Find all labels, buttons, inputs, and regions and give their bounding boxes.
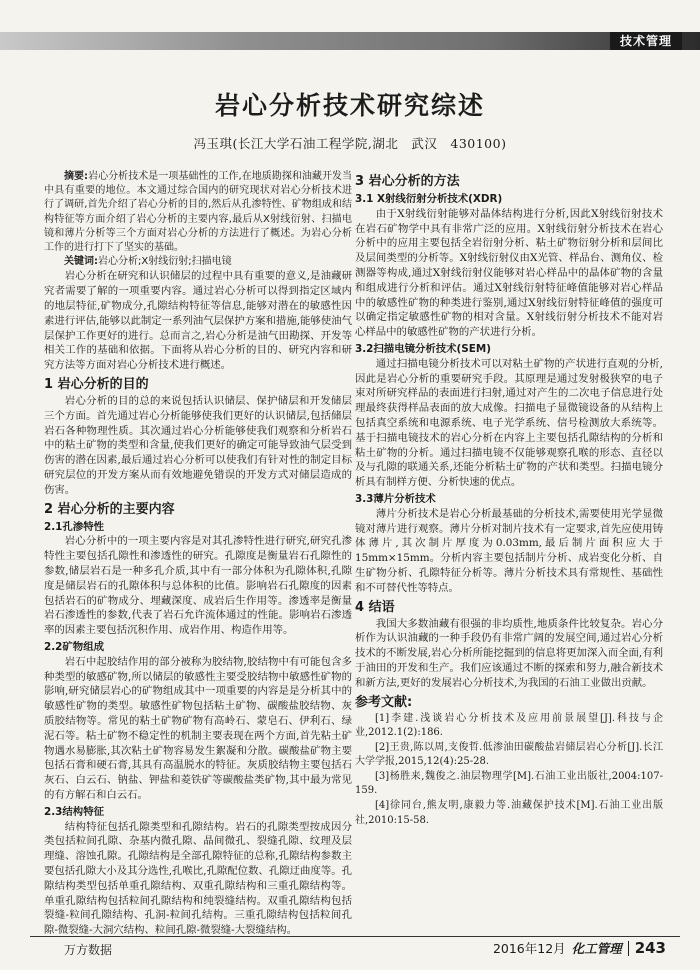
right-column — [355, 170, 663, 828]
journal-name: 化工管理 — [571, 941, 622, 956]
section-2-1-body: 岩心分析中的一项主要内容是对其孔渗特性进行研究,研究孔渗特性主要包括孔隙性和渗透性的研究。孔隙度是衡量岩石孔隙性的参数,储层岩石是一种多孔介质,其中有一部分体积为孔隙体积,孔隙度是储层岩石的孔隙体积与总体积的比值。影响岩石孔隙度的因素包括岩石的矿物成分、埋藏深度、成岩后生作用等。渗透率是衡量岩石渗透性的参数,代表了岩石允许流体通过的性能。影响岩石渗透率的因素主要包括沉积作用、成岩作用、构造作用等。 — [44, 535, 352, 637]
section-2-3-body: 结构特征包括孔隙类型和孔隙结构。岩石的孔隙类型按成因分类包括粒间孔隙、杂基内微孔隙、晶间微孔、裂缝孔隙、纹理及层理缝、溶蚀孔隙。孔隙结构是全部孔隙特征的总称,孔隙结构参数主要包括孔隙大小及其分选性,孔喉比,孔隙配位数、孔隙迂曲度等。孔隙结构类型包括单重孔隙结构、双重孔隙结构和三重孔隙结构等。单重孔隙结构包括粒间孔隙结构和纯裂缝结构。双重孔隙结构包括裂缝-粒间孔隙结构、孔洞-粒间孔结构。三重孔隙结构包括粒间孔隙-微裂缝-大洞穴结构、粒间孔隙-微裂缝-大裂缝结构。 — [44, 820, 352, 937]
header-banner — [0, 32, 700, 50]
section-2-heading: 2 岩心分析的主要内容 — [44, 501, 175, 517]
section-2-2-body: 岩石中起胶结作用的部分被称为胶结物,胶结物中有可能包含多种类型的敏感矿物,所以储层的敏感性主要受胶结物中敏感性矿物的影响,研究储层岩心的矿物组成其中一项重要的内容是是分析其中的敏感性矿物的类型。敏感性矿物包括粘土矿物、碳酸盐胶结物、灰质胶结物等。常见的粘土矿物矿物有高岭石、蒙皂石、伊利石、绿泥石等。粘土矿物不稳定性的机制主要表现在两个方面,首先粘土矿物遇水易膨胀,其次粘土矿物容易发生絮凝和分散。碳酸盐矿物主要包括石膏和硬石膏,其具有高温脱水的特征。灰质胶结物主要包括石灰石、白云石、钠盐、钾盐和菱铁矿等碳酸盐类矿物,其中最为常见的有方解石和白云石。 — [44, 655, 352, 801]
keywords — [44, 255, 352, 269]
keywords-label: 关键词: — [64, 256, 98, 268]
section-3-1-heading: 3.1 X射线衍射分析技术(XDR) — [355, 193, 503, 205]
footer-divider — [628, 941, 629, 956]
section-2-3-heading: 2.3结构特征 — [44, 805, 104, 818]
reference-item: [2]王贵,陈以周,支俊哲.低渗油田碳酸盐岩储层岩心分析[J].长江大学学报,2015,12(4):25-28. — [355, 741, 663, 768]
references-heading: 参考文献: — [355, 694, 413, 710]
section-3-heading: 3 岩心分析的方法 — [355, 174, 460, 189]
author-line: 冯玉琪(长江大学石油工程学院,湖北 武汉 430100) — [193, 136, 507, 151]
issue-date: 2016年12月 — [492, 941, 566, 956]
section-2-1-heading: 2.1孔渗特性 — [44, 520, 104, 533]
reference-item: [3]杨胜来,魏俊之.油层物理学[M].石油工业出版社,2004:107-159. — [355, 770, 663, 797]
footer-source: 万方数据 — [64, 943, 113, 957]
article-title: 岩心分析技术研究综述 — [214, 91, 485, 120]
section-1-heading: 1 岩心分析的目的 — [44, 377, 149, 392]
abstract-text: 岩心分析技术是一项基础性的工作,在地质勘探和油藏开发当中具有重要的地位。本文通过综合国内的研究现状对岩心分析技术进行了调研,首先介绍了岩心分析的目的,然后从孔渗特性、矿物组成和结构特征等方面介绍了岩心分析的主要内容,最后从X射线衍射、扫描电镜和薄片分析等三个方面对岩心分析的方法进行了概述。为岩心分析工作的进行打下了坚实的基础。 — [44, 171, 352, 254]
abstract-label: 摘要: — [64, 171, 89, 182]
section-3-2-body: 通过扫描电镜分析技术可以对粘土矿物的产状进行直观的分析,因此是岩心分析的重要研究手段。其原理是通过发射极狭窄的电子束对所研究样品的表面进行扫射,通过对产生的二次电子信息进行处理最终获得样品表面的放大成像。扫描电子显微镜设备的从结构上包括真空系统和电源系统、电子光学系统、信号检测放大系统等。基于扫描电镜技术的岩心分析在内容上主要包括孔隙结构的分析和粘土矿物的分析。通过扫描电镜不仅能够观察孔喉的形态、直径以及与孔隙的联通关系,还能分析粘土矿物的产状和类型。扫描电镜分析具有制样方便、分析快速的优点。 — [355, 357, 663, 489]
section-4-body: 我国大多数油藏有很强的非均质性,地质条件比较复杂。岩心分析作为认识油藏的一种手段仍有非常广阔的发展空间,通过岩心分析技术的不断发展,岩心分析所能挖掘到的信息将更加深入而全面,有利于油田的开发和生产。我们应该通过不断的探索和努力,融合新技术和新方法,更好的发展岩心分析技术,为我国的石油工业做出贡献。 — [355, 617, 663, 689]
section-3-3-body: 薄片分析技术是岩心分析最基础的分析技术,需要使用光学显微镜对薄片进行观察。薄片分析对制片技术有一定要求,首先应使用铸体薄片,其次制片厚度为0.03mm,最后制片面积应大于15mm×15mm。分析内容主要包括制片分析、成岩变化分析、自生矿物分析、孔隙特征分析等。薄片分析技术具有常规性、基础性和不可替代性等特点。 — [355, 507, 663, 594]
footer-rule — [30, 936, 680, 937]
keywords-text: 岩心分析;X射线衍射;扫描电镜 — [98, 256, 232, 268]
intro-paragraph: 岩心分析在研究和认识储层的过程中具有重要的意义,是油藏研究者需要了解的一项重要内容。通过岩心分析可以得到指定区域内的地层特征,矿物成分,孔隙结构特征等信息,能够对潜在的敏感性因素进行评估,能够以此制定一系列油气层保护方案和措施,能够使油气层保护工作更好的进行。总而言之,岩心分析是油气田勘探、开发等相关工作的基础和依据。下面将从岩心分析的目的、研究内容和研究方法等方面对岩心分析技术进行概述。 — [44, 270, 352, 372]
section-3-1-body: 由于X射线衍射能够对晶体结构进行分析,因此X射线衍射技术在岩石矿物学中具有非常广泛的应用。X射线衍射分析技术在岩心分析中的应用主要包括全岩衍射分析、粘土矿物衍射分析和层间比及层间类型的分析等。X射线衍射仪由X光管、样品台、测角仪、检测器等构成,通过X射线衍射仪能够对岩心样品中的晶体矿物的含量和组成进行分析和评估。通过X射线衍射特征峰值能够对岩心样品中的敏感性矿物的种类进行鉴别,通过X射线衍射特征峰值的强度可以确定指定敏感性矿物的相对含量。X射线衍射分析技术不能对岩心样品中的敏感性矿物的产状进行分析。 — [355, 207, 663, 339]
left-column — [44, 170, 352, 938]
abstract — [44, 170, 352, 255]
section-3-2-heading: 3.2扫描电镜分析技术(SEM) — [355, 342, 491, 355]
section-4-heading: 4 结语 — [355, 599, 395, 615]
reference-item: [1]李建.浅谈岩心分析技术及应用前景展望[J].科技与企业,2012.1(2):186. — [355, 712, 663, 739]
section-tag: 技术管理 — [610, 32, 682, 50]
section-3-3-heading: 3.3薄片分析技术 — [355, 492, 436, 505]
section-2-2-heading: 2.2矿物组成 — [44, 640, 104, 653]
page-number: 243 — [634, 939, 666, 957]
section-1-body: 岩心分析的目的总的来说包括认识储层、保护储层和开发储层三个方面。首先通过岩心分析能够使我们更好的认识储层,包括储层岩石各种物理性质。其次通过岩心分析能够使我们观察和分析岩石中的粘土矿物的类型和含量,使我们更好的确定可能导致油气层受到伤害的潜在因素,最后通过岩心分析可以使我们有针对性的制定目标研究层位的开发方案从而有效地避免错误的开发方式对储层造成的伤害。 — [44, 395, 352, 496]
reference-item: [4]徐同台,熊友明,康毅力等.油藏保护技术[M].石油工业出版社,2010:15-58. — [355, 800, 663, 826]
footer-info — [493, 939, 666, 957]
